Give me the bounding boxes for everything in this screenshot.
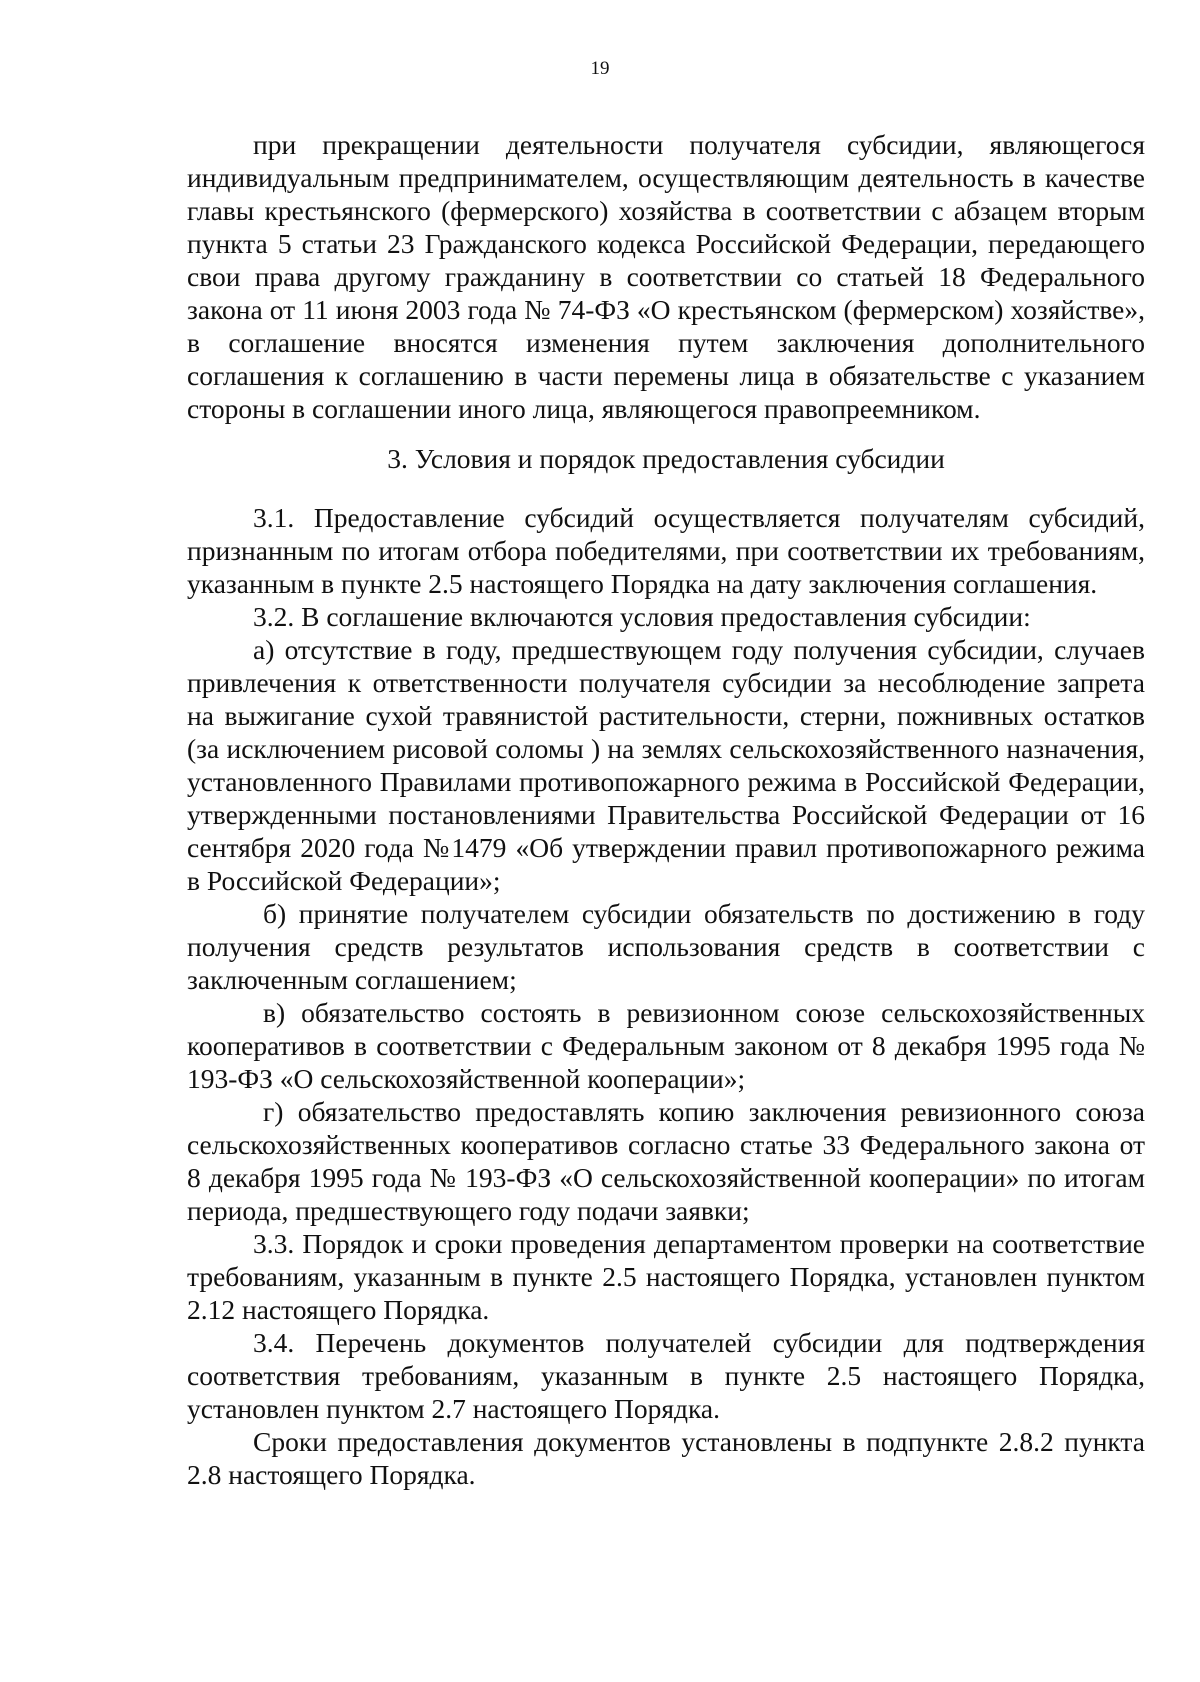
paragraph-3-1: 3.1. Предоставление субсидий осуществляется получателям субсидий, признанным по итогам отбора победителями, при соответствии их требованиям, указанным в пункте 2.5 настоящего Порядка на дату заключения соглашения. (187, 502, 1145, 599)
paragraph-3-4: 3.4. Перечень документов получателей субсидии для подтверждения соответствия требованиям, указанным в пункте 2.5 настоящего Порядка, установлен пунктом 2.7 настоящего Порядка. (187, 1327, 1145, 1424)
paragraph-3-2-g: г) обязательство предоставлять копию заключения ревизионного союза сельскохозяйственных кооперативов согласно статье 33 Федерального закона от 8 декабря 1995 года № 193-ФЗ «О сельскохозяйственной кооперации» по итогам периода, предшествующего году подачи заявки; (187, 1096, 1145, 1226)
document-body (187, 128, 1145, 1491)
paragraph-deadlines: Сроки предоставления документов установлены в подпункте 2.8.2 пункта 2.8 настоящего Порядка. (187, 1426, 1145, 1490)
paragraph-3-2: 3.2. В соглашение включаются условия предоставления субсидии: (253, 601, 1031, 632)
paragraph-3-3: 3.3. Порядок и сроки проведения департаментом проверки на соответствие требованиям, указанным в пункте 2.5 настоящего Порядка, установлен пунктом 2.12 настоящего Порядка. (187, 1228, 1145, 1325)
paragraph-3-2-a: а) отсутствие в году, предшествующем году получения субсидии, случаев привлечения к ответственности получателя субсидии за несоблюдение запрета на выжигание сухой травянистой растительности, стерни, пожнивных остатков (за исключением рисовой соломы ) на землях сельскохозяйственного назначения, установленного Правилами противопожарного режима в Российской Федерации, утвержденными постановлениями Правительства Российской Федерации от 16 сентября 2020 года №1479 «Об утверждении правил противопожарного режима в Российской Федерации»; (187, 634, 1145, 896)
section-heading: 3. Условия и порядок предоставления субсидии (387, 443, 945, 474)
paragraph-succession: при прекращении деятельности получателя субсидии, являющегося индивидуальным предпринимателем, осуществляющим деятельность в качестве главы крестьянского (фермерского) хозяйства в соответствии с абзацем вторым пункта 5 статьи 23 Гражданского кодекса Российской Федерации, передающего свои права другому гражданину в соответствии со статьей 18 Федерального закона от 11 июня 2003 года № 74-ФЗ «О крестьянском (фермерском) хозяйстве», в соглашение вносятся изменения путем заключения дополнительного соглашения к соглашению в части перемены лица в обязательстве с указанием стороны в соглашении иного лица, являющегося правопреемником. (187, 129, 1145, 424)
paragraph-3-2-b: б) принятие получателем субсидии обязательств по достижению в году получения средств результатов использования средств в соответствии с заключенным соглашением; (187, 898, 1145, 995)
paragraph-3-2-v: в) обязательство состоять в ревизионном союзе сельскохозяйственных кооперативов в соответствии с Федеральным законом от 8 декабря 1995 года № 193-ФЗ «О сельскохозяйственной кооперации»; (187, 997, 1145, 1094)
page-number: 19 (590, 58, 610, 79)
